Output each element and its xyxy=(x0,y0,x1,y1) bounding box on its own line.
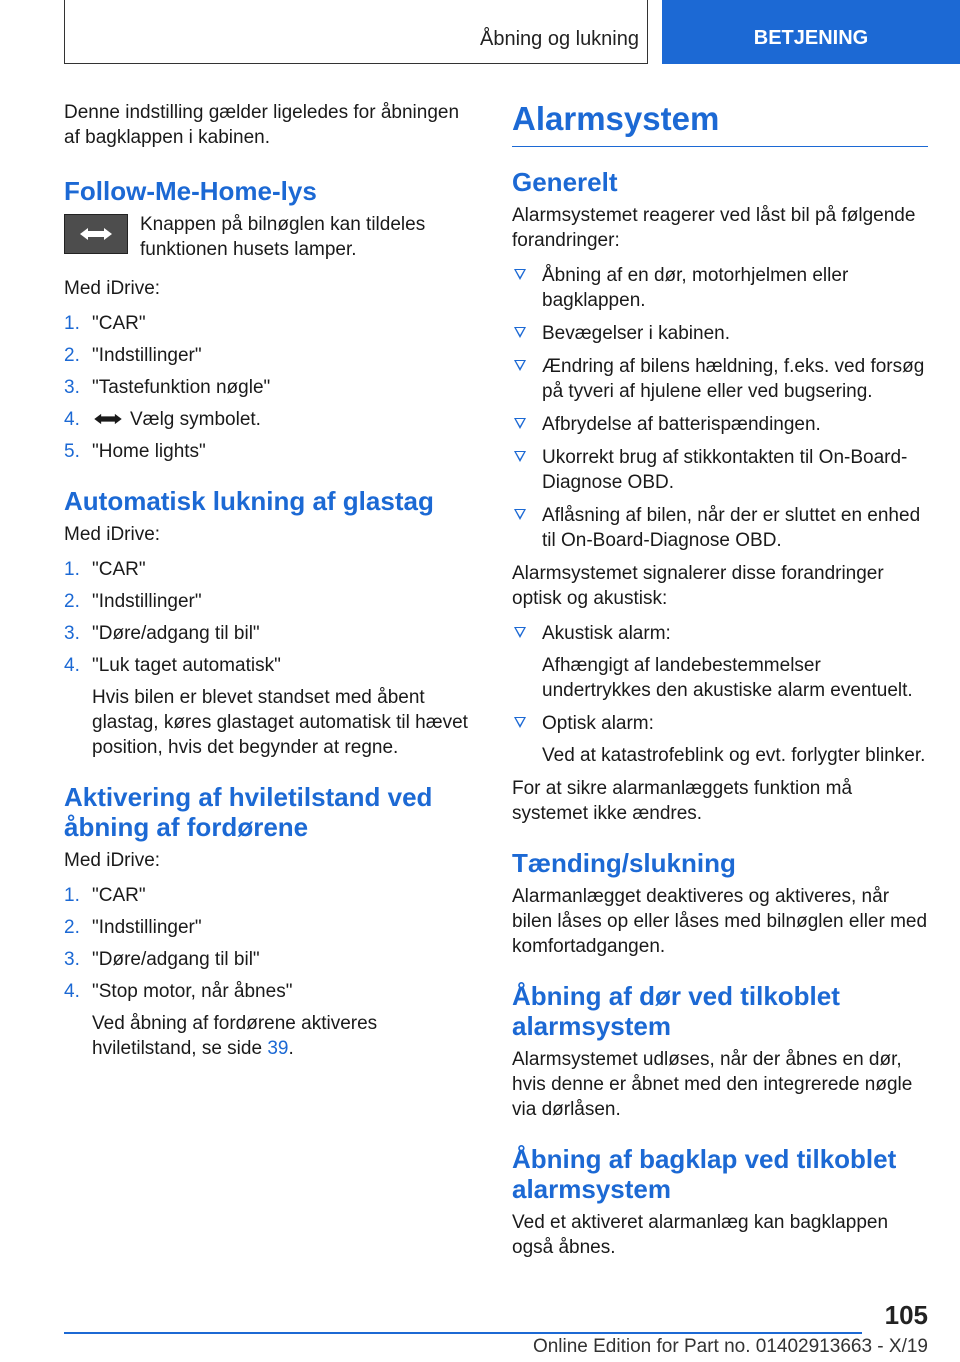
list-item xyxy=(64,589,478,614)
step-text: "CAR" xyxy=(92,559,146,581)
home-lights-symbol-icon xyxy=(92,407,124,432)
rest-steps xyxy=(64,883,478,1061)
step-text: "CAR" xyxy=(92,313,146,334)
bullet-triangle-icon xyxy=(514,717,526,728)
step-text: "Døre/adgang til bil" xyxy=(92,949,260,971)
bullet-text: Aflåsning af bilen, når der er sluttet en enhed til On-Board-Diagnose OBD. xyxy=(542,505,921,551)
bullet-text: Ukorrekt brug af stikkontakten til On-Board-Diagnose OBD. xyxy=(542,447,908,493)
ignition-heading: Tænding/slukning xyxy=(512,848,736,878)
trunk-text: Ved et aktiveret alarmanlæg kan bagklappen også åbnes. xyxy=(512,1212,889,1258)
fmh-idrive-label: Med iDrive: xyxy=(64,278,161,299)
list-item xyxy=(512,321,928,346)
trunk-heading: Åbning af bagklap ved tilkoblet alarmsystem xyxy=(512,1144,897,1204)
step-number: 2. xyxy=(64,917,80,939)
step-text: "Indstillinger" xyxy=(92,917,202,939)
list-item xyxy=(64,375,478,400)
step-text: "Døre/adgang til bil" xyxy=(92,623,260,645)
header-section-title: Åbning og lukning xyxy=(479,28,639,50)
list-item xyxy=(64,947,478,972)
list-item xyxy=(512,503,928,553)
page-number: 105 xyxy=(884,1300,928,1330)
fmh-steps xyxy=(64,311,478,464)
step-number: 3. xyxy=(64,377,80,398)
header-chapter-tab[interactable] xyxy=(662,0,960,64)
step-text: "Home lights" xyxy=(92,441,206,463)
list-item xyxy=(64,311,478,336)
door-text: Alarmsystemet udløses, når der åbnes en dør, hvis denne er åbnet med den integrerede nøgle via dørlåsen. xyxy=(512,1049,913,1120)
note-end: . xyxy=(288,1038,294,1060)
header-chapter-label: BETJENING xyxy=(753,26,869,49)
general-intro: Alarmsystemet reagerer ved låst bil på følgende forandringer: xyxy=(512,205,916,251)
general-closing: For at sikre alarmanlæggets funktion må systemet ikke ændres. xyxy=(512,778,853,824)
step-number: 5. xyxy=(64,441,80,463)
intro-text: Denne indstilling gælder ligeledes for åbningen af bagklappen i kabinen. xyxy=(64,102,460,148)
ignition-text: Alarmanlægget deaktiveres og aktiveres, når bilen låses op eller låses med bilnøglen eller med komfortadgangen. xyxy=(512,886,928,957)
right-column xyxy=(512,100,928,1270)
rest-heading: Aktivering af hviletilstand ved åbning af fordørene xyxy=(64,782,433,843)
list-item xyxy=(64,915,478,940)
step-number: 2. xyxy=(64,345,80,366)
step-number: 1. xyxy=(64,559,80,581)
fmh-key-row xyxy=(64,212,478,262)
bullet-text: Bevægelser i kabinen. xyxy=(542,323,730,344)
list-item xyxy=(64,439,478,464)
bullet-triangle-icon xyxy=(514,327,526,338)
bullet-triangle-icon xyxy=(514,418,526,429)
rest-idrive-label: Med iDrive: xyxy=(64,850,161,872)
list-item xyxy=(64,653,478,760)
step-number: 2. xyxy=(64,591,80,613)
list-item xyxy=(64,557,478,582)
step-note: Hvis bilen er blevet standset med åbent glastag, køres glastaget automatisk til hævet position, hvis det begynder at regne. xyxy=(92,687,468,759)
signal-intro: Alarmsystemet signalerer disse forandringer optisk og akustisk: xyxy=(512,563,884,609)
list-item xyxy=(512,445,928,495)
header-box xyxy=(64,0,648,64)
step-text: "CAR" xyxy=(92,885,146,907)
note-text: Ved åbning af fordørene aktiveres hviletilstand, se side xyxy=(92,1013,378,1060)
step-text: "Stop motor, når åbnes" xyxy=(92,981,293,1003)
step-number: 3. xyxy=(64,623,80,645)
glass-heading: Automatisk lukning af glastag xyxy=(64,486,434,517)
list-item xyxy=(512,412,928,437)
list-item xyxy=(512,263,928,313)
bullet-triangle-icon xyxy=(514,627,526,638)
general-bullets xyxy=(512,263,928,553)
list-item xyxy=(512,621,928,703)
step-number: 1. xyxy=(64,313,80,334)
step-number: 4. xyxy=(64,409,80,430)
glass-steps xyxy=(64,557,478,760)
bullet-triangle-icon xyxy=(514,509,526,520)
list-item xyxy=(64,979,478,1061)
fmh-key-text: Knappen på bilnøglen kan tildeles funktionen husets lamper. xyxy=(140,214,426,260)
bullet-triangle-icon xyxy=(514,269,526,280)
page-title: Alarmsystem xyxy=(512,100,928,147)
fmh-heading: Follow-Me-Home-lys xyxy=(64,176,317,206)
bullet-text: Åbning af en dør, motorhjelmen eller bagklappen. xyxy=(542,265,849,311)
step-text: Vælg symbolet. xyxy=(130,409,261,430)
step-text: "Luk taget automatisk" xyxy=(92,655,281,677)
bullet-sub-text: Afhængigt af landebestemmelser undertrykkes den akustiske alarm eventuelt. xyxy=(542,655,913,701)
list-item xyxy=(64,621,478,646)
footer-edition: Online Edition for Part no. 01402913663 - X/19 xyxy=(532,1336,928,1357)
bullet-text: Akustisk alarm: xyxy=(542,623,671,644)
door-heading: Åbning af dør ved tilkoblet alarmsystem xyxy=(512,981,840,1041)
list-item xyxy=(512,354,928,404)
bullet-triangle-icon xyxy=(514,360,526,371)
list-item xyxy=(64,407,478,432)
step-text: "Tastefunktion nøgle" xyxy=(92,377,271,398)
bullet-text: Ændring af bilens hældning, f.eks. ved forsøg på tyveri af hjulene eller ved bugsering. xyxy=(542,356,925,402)
footer-divider xyxy=(64,1332,862,1334)
bullet-text: Optisk alarm: xyxy=(542,713,654,734)
step-number: 3. xyxy=(64,949,80,971)
step-number: 4. xyxy=(64,655,80,677)
signal-bullets xyxy=(512,621,928,768)
left-column xyxy=(64,100,478,1068)
list-item xyxy=(512,711,928,768)
bullet-triangle-icon xyxy=(514,451,526,462)
step-number: 4. xyxy=(64,981,80,1003)
list-item xyxy=(64,343,478,368)
step-text: "Indstillinger" xyxy=(92,591,202,613)
home-lights-key-icon xyxy=(64,214,128,254)
step-number: 1. xyxy=(64,885,80,907)
list-item xyxy=(64,883,478,908)
bullet-text: Afbrydelse af batterispændingen. xyxy=(542,414,821,435)
step-text: "Indstillinger" xyxy=(92,345,202,366)
step-note xyxy=(92,1011,478,1061)
page-link[interactable]: 39 xyxy=(267,1038,289,1060)
bullet-sub-text: Ved at katastrofeblink og evt. forlygter blinker. xyxy=(542,745,926,766)
glass-idrive-label: Med iDrive: xyxy=(64,524,161,546)
general-heading: Generelt xyxy=(512,167,618,197)
